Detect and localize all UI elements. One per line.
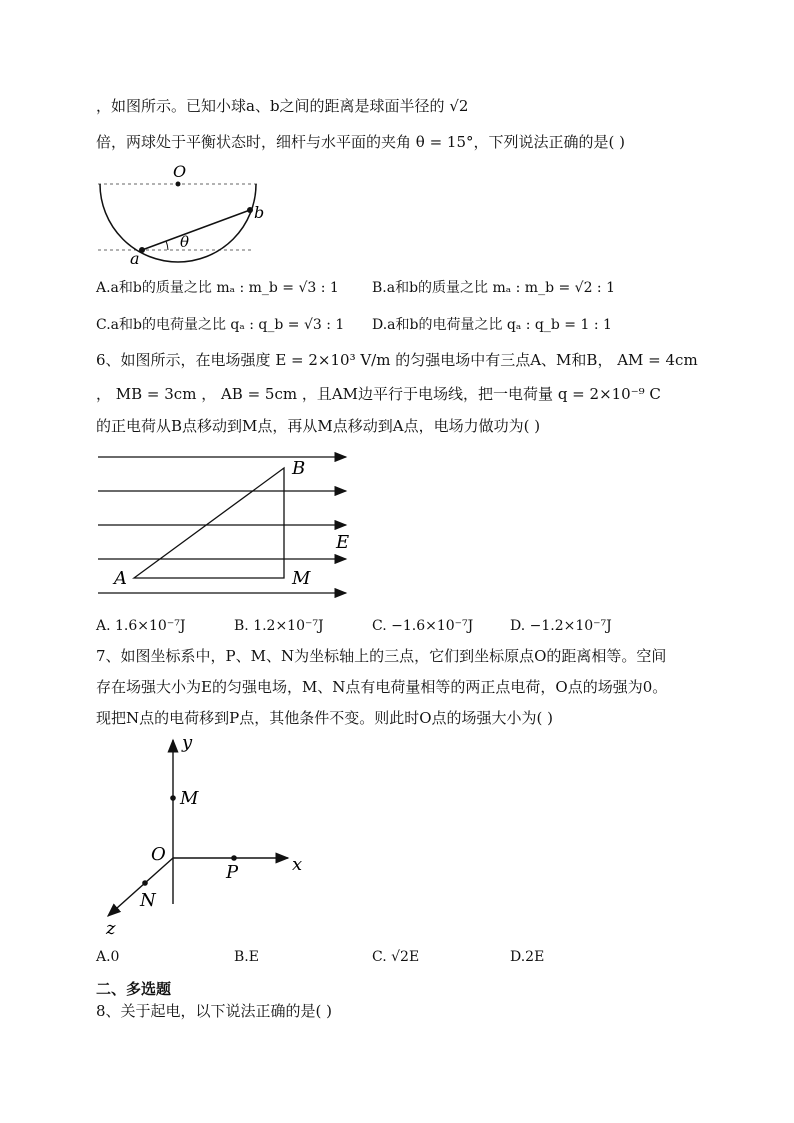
- q5-bowl-figure: [90, 160, 270, 270]
- q7-option-b[interactable]: B.E: [234, 949, 259, 965]
- q6-text-line3: 的正电荷从B点移动到M点，再从M点移动到A点，电场力做功为( ): [96, 417, 541, 435]
- q7-text-line2: 存在场强大小为E的匀强电场，M、N点有电荷量相等的两正点电荷，O点的场强为0。: [96, 678, 668, 696]
- q5-text-line1: ，如图所示。已知小球a、b之间的距离是球面半径的 √2: [96, 97, 469, 115]
- q5-label-b: b: [254, 203, 265, 222]
- q7-option-d[interactable]: D.2E: [510, 949, 545, 965]
- q6-label-e: E: [336, 532, 350, 553]
- q7-axes-figure: [96, 734, 316, 944]
- q7-label-m: M: [180, 788, 199, 809]
- q5-label-O: O: [173, 162, 187, 181]
- q7-option-c[interactable]: C. √2E: [372, 949, 420, 965]
- q6-label-m: M: [292, 568, 311, 589]
- q7-option-a[interactable]: A.0: [96, 949, 120, 965]
- q7-text-line3: 现把N点的电荷移到P点，其他条件不变。则此时O点的场强大小为( ): [96, 709, 553, 727]
- q5-label-a: a: [130, 249, 140, 268]
- q7-label-p: P: [226, 862, 239, 883]
- q6-label-b: B: [292, 458, 306, 479]
- q6-field-figure: [96, 448, 366, 603]
- q6-text-line1: 6、如图所示，在电场强度 E = 2×10³ V/m 的匀强电场中有三点A、M和B， AM = 4cm: [96, 351, 698, 369]
- q7-text-line1: 7、如图坐标系中，P、M、N为坐标轴上的三点，它们到坐标原点O的距离相等。空间: [96, 647, 667, 665]
- q6-label-a: A: [114, 568, 127, 589]
- q7-label-o: O: [151, 844, 166, 865]
- q5-text-line2: 倍，两球处于平衡状态时，细杆与水平面的夹角 θ = 15°，下列说法正确的是( ): [96, 133, 625, 151]
- q7-label-x: x: [292, 854, 303, 875]
- q5-option-c[interactable]: C.a和b的电荷量之比 qₐ : q_b = √3 : 1: [96, 317, 345, 333]
- q6-text-line2: ， MB = 3cm ， AB = 5cm ，且AM边平行于电场线，把一电荷量 q = 2×10⁻⁹ C: [96, 385, 661, 403]
- q7-label-y: y: [182, 732, 193, 753]
- section-title-multiple-choice: 二、多选题: [96, 980, 172, 998]
- q6-option-c[interactable]: C. −1.6×10⁻⁷J: [372, 618, 474, 634]
- q5-label-theta: θ: [180, 233, 190, 251]
- q6-option-b[interactable]: B. 1.2×10⁻⁷J: [234, 618, 324, 634]
- q5-option-a[interactable]: A.a和b的质量之比 mₐ : m_b = √3 : 1: [96, 280, 339, 296]
- q5-option-d[interactable]: D.a和b的电荷量之比 qₐ : q_b = 1 : 1: [372, 317, 612, 333]
- q5-option-b[interactable]: B.a和b的质量之比 mₐ : m_b = √2 : 1: [372, 280, 616, 296]
- q6-option-a[interactable]: A. 1.6×10⁻⁷J: [96, 618, 186, 634]
- q7-label-n: N: [140, 890, 156, 911]
- q7-label-z: z: [106, 918, 116, 939]
- q8-text-line1: 8、关于起电，以下说法正确的是( ): [96, 1002, 333, 1020]
- q6-option-d[interactable]: D. −1.2×10⁻⁷J: [510, 618, 612, 634]
